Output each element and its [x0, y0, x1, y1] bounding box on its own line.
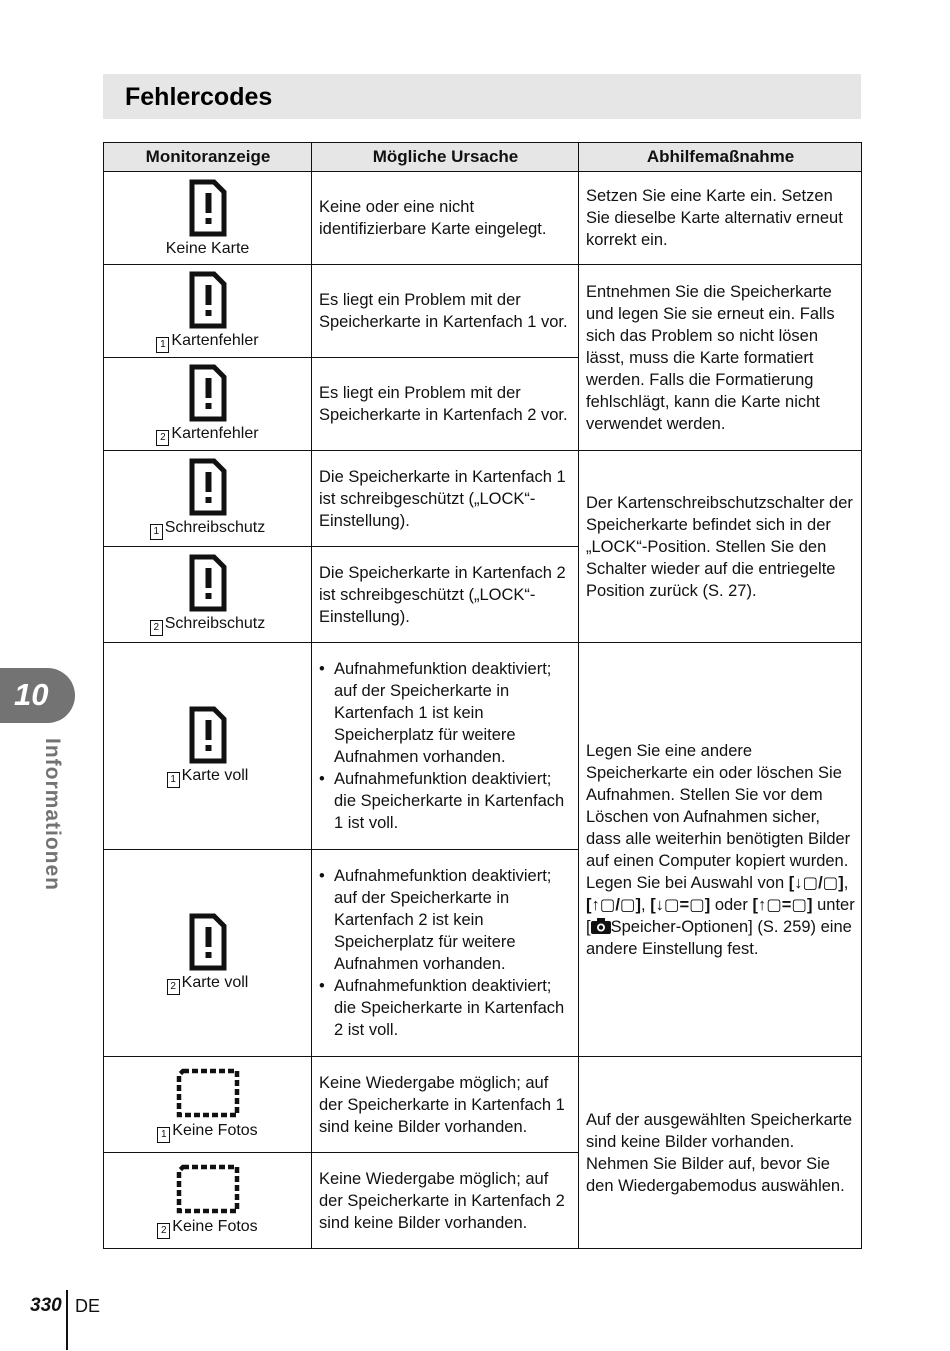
monitor-label: Kartenfehler	[171, 424, 259, 442]
table-row	[104, 451, 862, 547]
cause-cell: Die Speicherkarte in Kartenfach 1 ist schreibgeschützt („LOCK“-Einstellung).	[312, 451, 579, 547]
language-code: DE	[75, 1296, 101, 1316]
mode-symbol: [↓▢=▢]	[650, 895, 711, 914]
slot-1-icon: 1	[150, 524, 163, 540]
header-monitor: Monitoranzeige	[104, 143, 312, 172]
cause-bullet: • Aufnahmefunktion deaktiviert; die Speicherkarte in Kartenfach 1 ist voll.	[319, 768, 572, 834]
slot-1-icon: 1	[157, 1127, 170, 1143]
mode-symbol: [↑▢/▢]	[586, 895, 642, 914]
remedy-cell	[579, 643, 862, 1057]
cause-cell: Keine Wiedergabe möglich; auf der Speicherkarte in Kartenfach 1 sind keine Bilder vorhanden.	[312, 1057, 579, 1153]
monitor-label: Keine Fotos	[172, 1218, 258, 1235]
table-row	[104, 643, 862, 850]
cause-bullet: • Aufnahmefunktion deaktiviert; die Speicherkarte in Kartenfach 2 ist voll.	[319, 975, 572, 1041]
remedy-text: Legen Sie eine andere Speicherkarte ein oder löschen Sie Aufnahmen. Stellen Sie vor dem Löschen von Aufnahmen sicher, dass alle weiterhin benötigten Bilder auf einen Computer kopiert wurden. Legen Sie bei Auswahl von	[586, 741, 851, 892]
monitor-label: Keine Karte	[165, 239, 250, 257]
remedy-cell: Entnehmen Sie die Speicherkarte und legen Sie sie erneut ein. Falls sich das Problem so nicht lösen lässt, muss die Karte formatiert werden. Falls die Formatierung fehlschlägt, kann die Karte nicht verwendet werden.	[579, 265, 862, 451]
cause-cell	[312, 850, 579, 1057]
monitor-label: Kartenfehler	[171, 331, 259, 349]
slot-2-icon: 2	[150, 620, 163, 636]
slot-1-icon: 1	[167, 772, 180, 788]
card-warning-icon	[188, 913, 228, 971]
monitor-cell	[104, 1153, 312, 1249]
monitor-cell	[104, 172, 312, 265]
card-warning-icon	[188, 271, 228, 329]
empty-card-icon	[175, 1067, 241, 1119]
section-title-bar	[103, 74, 861, 119]
header-remedy: Abhilfemaßnahme	[579, 143, 862, 172]
remedy-cell: Auf der ausgewählten Speicherkarte sind keine Bilder vorhanden. Nehmen Sie Bilder auf, bevor Sie den Wiedergabemodus auswählen.	[579, 1057, 862, 1249]
remedy-text: unter [	[586, 895, 855, 936]
monitor-cell	[104, 265, 312, 358]
slot-2-icon: 2	[167, 979, 180, 995]
cause-cell: Es liegt ein Problem mit der Speicherkarte in Kartenfach 2 vor.	[312, 358, 579, 451]
card-warning-icon	[188, 554, 228, 612]
remedy-text: Speicher-Optionen] (S. 259) eine andere Einstellung fest.	[586, 917, 852, 958]
remedy-cell: Der Kartenschreibschutzschalter der Speicherkarte befindet sich in der „LOCK“-Position. Stellen Sie den Schalter wieder auf die entriegelte Position zurück (S. 27).	[579, 451, 862, 643]
cause-cell	[312, 643, 579, 850]
error-codes-table	[103, 142, 862, 1249]
separator-text: ,	[843, 873, 849, 892]
separator-text: ,	[641, 895, 651, 914]
chapter-tab	[0, 668, 75, 723]
card-warning-icon	[188, 179, 228, 237]
monitor-label: Schreibschutz	[164, 519, 266, 536]
table-row	[104, 265, 862, 358]
cause-bullet: • Aufnahmefunktion deaktiviert; auf der Speicherkarte in Kartenfach 1 ist kein Speicherplatz für weitere Aufnahmen vorhanden.	[319, 658, 572, 768]
monitor-cell	[104, 1057, 312, 1153]
cause-bullet: • Aufnahmefunktion deaktiviert; auf der Speicherkarte in Kartenfach 2 ist kein Speicherplatz für weitere Aufnahmen vorhanden.	[319, 865, 572, 975]
slot-2-icon: 2	[156, 430, 169, 446]
table-header-row	[104, 143, 862, 172]
header-cause: Mögliche Ursache	[312, 143, 579, 172]
slot-1-icon: 1	[156, 337, 169, 353]
table-row	[104, 172, 862, 265]
monitor-cell	[104, 850, 312, 1057]
empty-card-icon	[175, 1163, 241, 1215]
monitor-label: Karte voll	[181, 766, 249, 784]
monitor-cell	[104, 643, 312, 850]
monitor-cell	[104, 451, 312, 547]
remedy-cell: Setzen Sie eine Karte ein. Setzen Sie dieselbe Karte alternativ erneut korrekt ein.	[579, 172, 862, 265]
page-number: 330	[30, 1295, 62, 1316]
card-warning-icon	[188, 458, 228, 516]
footer-divider	[66, 1290, 68, 1350]
mode-symbol: [↑▢=▢]	[752, 895, 813, 914]
remedy-text: oder	[710, 895, 753, 914]
monitor-cell	[104, 358, 312, 451]
slot-2-icon: 2	[157, 1223, 170, 1239]
monitor-label: Schreibschutz	[164, 615, 266, 632]
mode-symbol: [↓▢/▢]	[788, 873, 844, 892]
cause-cell: Es liegt ein Problem mit der Speicherkarte in Kartenfach 1 vor.	[312, 265, 579, 358]
monitor-label: Karte voll	[181, 973, 249, 991]
table-row	[104, 1057, 862, 1153]
monitor-label: Keine Fotos	[172, 1122, 258, 1139]
cause-cell: Keine Wiedergabe möglich; auf der Speicherkarte in Kartenfach 2 sind keine Bilder vorhanden.	[312, 1153, 579, 1249]
card-warning-icon	[188, 706, 228, 764]
camera-icon	[591, 918, 611, 934]
card-warning-icon	[188, 364, 228, 422]
cause-cell: Die Speicherkarte in Kartenfach 2 ist schreibgeschützt („LOCK“-Einstellung).	[312, 547, 579, 643]
monitor-cell	[104, 547, 312, 643]
chapter-label: Informationen	[41, 738, 64, 891]
chapter-number: 10	[14, 677, 49, 712]
cause-cell: Keine oder eine nicht identifizierbare Karte eingelegt.	[312, 172, 579, 265]
section-title: Fehlercodes	[125, 83, 273, 111]
